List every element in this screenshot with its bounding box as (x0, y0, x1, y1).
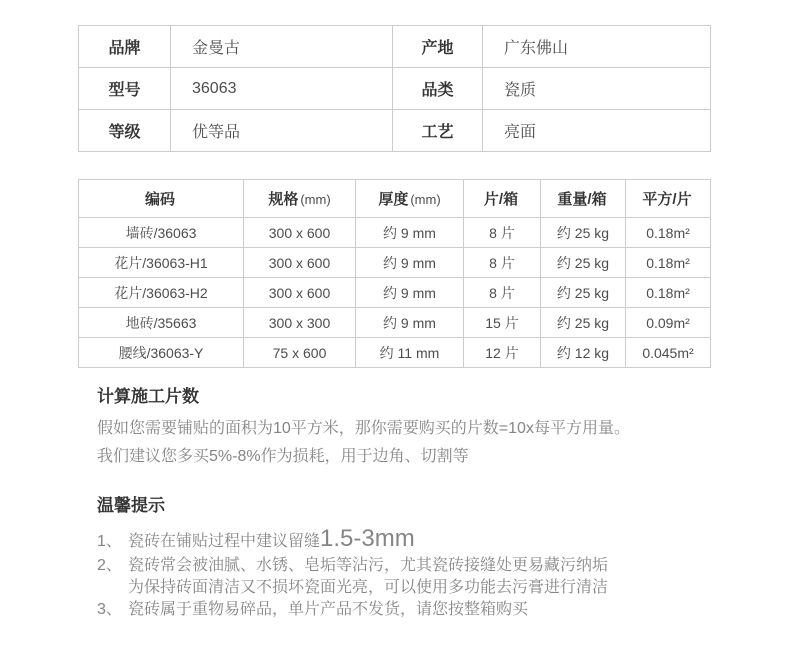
tip-number: 2、 (97, 557, 122, 574)
gap-size-highlight: 1.5-3mm (320, 525, 415, 552)
spec-cell: 8 片 (464, 218, 541, 248)
spec-cell: 花片/36063-H2 (79, 278, 244, 308)
info-label-finish: 工艺 (393, 110, 483, 152)
spec-header-thickness: 厚度 (mm) (356, 180, 464, 218)
spec-cell: 300 x 600 (244, 218, 356, 248)
spec-cell: 约 25 kg (541, 248, 626, 278)
spec-cell: 约 11 mm (356, 338, 464, 368)
calc-title: 计算施工片数 (97, 387, 199, 406)
info-label-brand: 品牌 (79, 26, 171, 68)
spec-cell: 300 x 300 (244, 308, 356, 338)
spec-cell: 花片/36063-H1 (79, 248, 244, 278)
spec-cell: 0.045m² (626, 338, 711, 368)
info-value-category: 瓷质 (483, 68, 711, 110)
tip-number: 1、 (97, 533, 122, 550)
tip-text: 瓷砖在铺贴过程中建议留缝1.5-3mm (128, 525, 415, 552)
tips-title: 温馨提示 (97, 496, 165, 515)
product-spec-page (78, 25, 710, 621)
spec-cell: 0.18m² (626, 248, 711, 278)
product-info-table (78, 25, 711, 152)
info-label-model: 型号 (79, 68, 171, 110)
tip-number: 3、 (97, 601, 122, 618)
spec-row-deco-tile-h2 (79, 278, 711, 308)
spec-cell: 约 9 mm (356, 278, 464, 308)
tip-item-2 (97, 555, 710, 599)
spec-cell: 75 x 600 (244, 338, 356, 368)
spec-cell: 8 片 (464, 278, 541, 308)
tip-text: 瓷砖属于重物易碎品，单片产品不发货，请您按整箱购买 (128, 601, 529, 618)
spec-cell: 12 片 (464, 338, 541, 368)
info-value-model: 36063 (171, 68, 393, 110)
spec-header-weight-per-box: 重量/箱 (541, 180, 626, 218)
info-label-category: 品类 (393, 68, 483, 110)
spec-cell: 15 片 (464, 308, 541, 338)
info-value-origin: 广东佛山 (483, 26, 711, 68)
tip-item-1 (97, 526, 710, 555)
spec-cell: 300 x 600 (244, 248, 356, 278)
spec-header-row (79, 180, 711, 218)
spec-cell: 约 25 kg (541, 278, 626, 308)
spec-cell: 腰线/36063-Y (79, 338, 244, 368)
calc-line-2: 我们建议您多买5%-8%作为损耗，用于边角、切割等 (97, 448, 469, 465)
spec-cell: 0.18m² (626, 278, 711, 308)
info-row-1 (79, 26, 711, 68)
spec-header-pieces-per-box: 片/箱 (464, 180, 541, 218)
spec-cell: 约 25 kg (541, 218, 626, 248)
tip-item-2-line-1: 瓷砖常会被油腻、水锈、皂垢等沾污，尤其瓷砖接缝处更易藏污纳垢 (128, 557, 609, 574)
spec-cell: 约 12 kg (541, 338, 626, 368)
info-label-origin: 产地 (393, 26, 483, 68)
calc-line-1: 假如您需要铺贴的面积为10平方米，那你需要购买的片数=10x每平方用量。 (97, 420, 630, 437)
info-value-finish: 亮面 (483, 110, 711, 152)
spec-cell: 0.18m² (626, 218, 711, 248)
info-row-3 (79, 110, 711, 152)
spec-header-code: 编码 (79, 180, 244, 218)
tips-section (97, 496, 710, 621)
spec-cell: 约 9 mm (356, 218, 464, 248)
spec-row-wall-tile (79, 218, 711, 248)
tip-text (128, 555, 710, 599)
tips-list (97, 526, 710, 621)
spec-header-size: 规格 (mm) (244, 180, 356, 218)
calc-section (97, 387, 710, 471)
spec-row-deco-tile-h1 (79, 248, 711, 278)
product-spec-table (78, 179, 711, 368)
info-label-grade: 等级 (79, 110, 171, 152)
spec-cell: 约 9 mm (356, 308, 464, 338)
spec-row-floor-tile (79, 308, 711, 338)
spec-row-waist-line (79, 338, 711, 368)
spec-cell: 0.09m² (626, 308, 711, 338)
spec-cell: 约 9 mm (356, 248, 464, 278)
spec-cell: 地砖/35663 (79, 308, 244, 338)
spec-cell: 8 片 (464, 248, 541, 278)
info-row-2 (79, 68, 711, 110)
spec-cell: 约 25 kg (541, 308, 626, 338)
spec-cell: 300 x 600 (244, 278, 356, 308)
tip-item-3 (97, 599, 710, 621)
spec-header-area-per-piece: 平方/片 (626, 180, 711, 218)
calc-body (97, 415, 710, 471)
info-value-brand: 金曼古 (171, 26, 393, 68)
spec-cell: 墙砖/36063 (79, 218, 244, 248)
tip-item-2-line-2: 为保持砖面清洁又不损坏瓷面光亮，可以使用多功能去污膏进行清洁 (128, 579, 609, 596)
info-value-grade: 优等品 (171, 110, 393, 152)
